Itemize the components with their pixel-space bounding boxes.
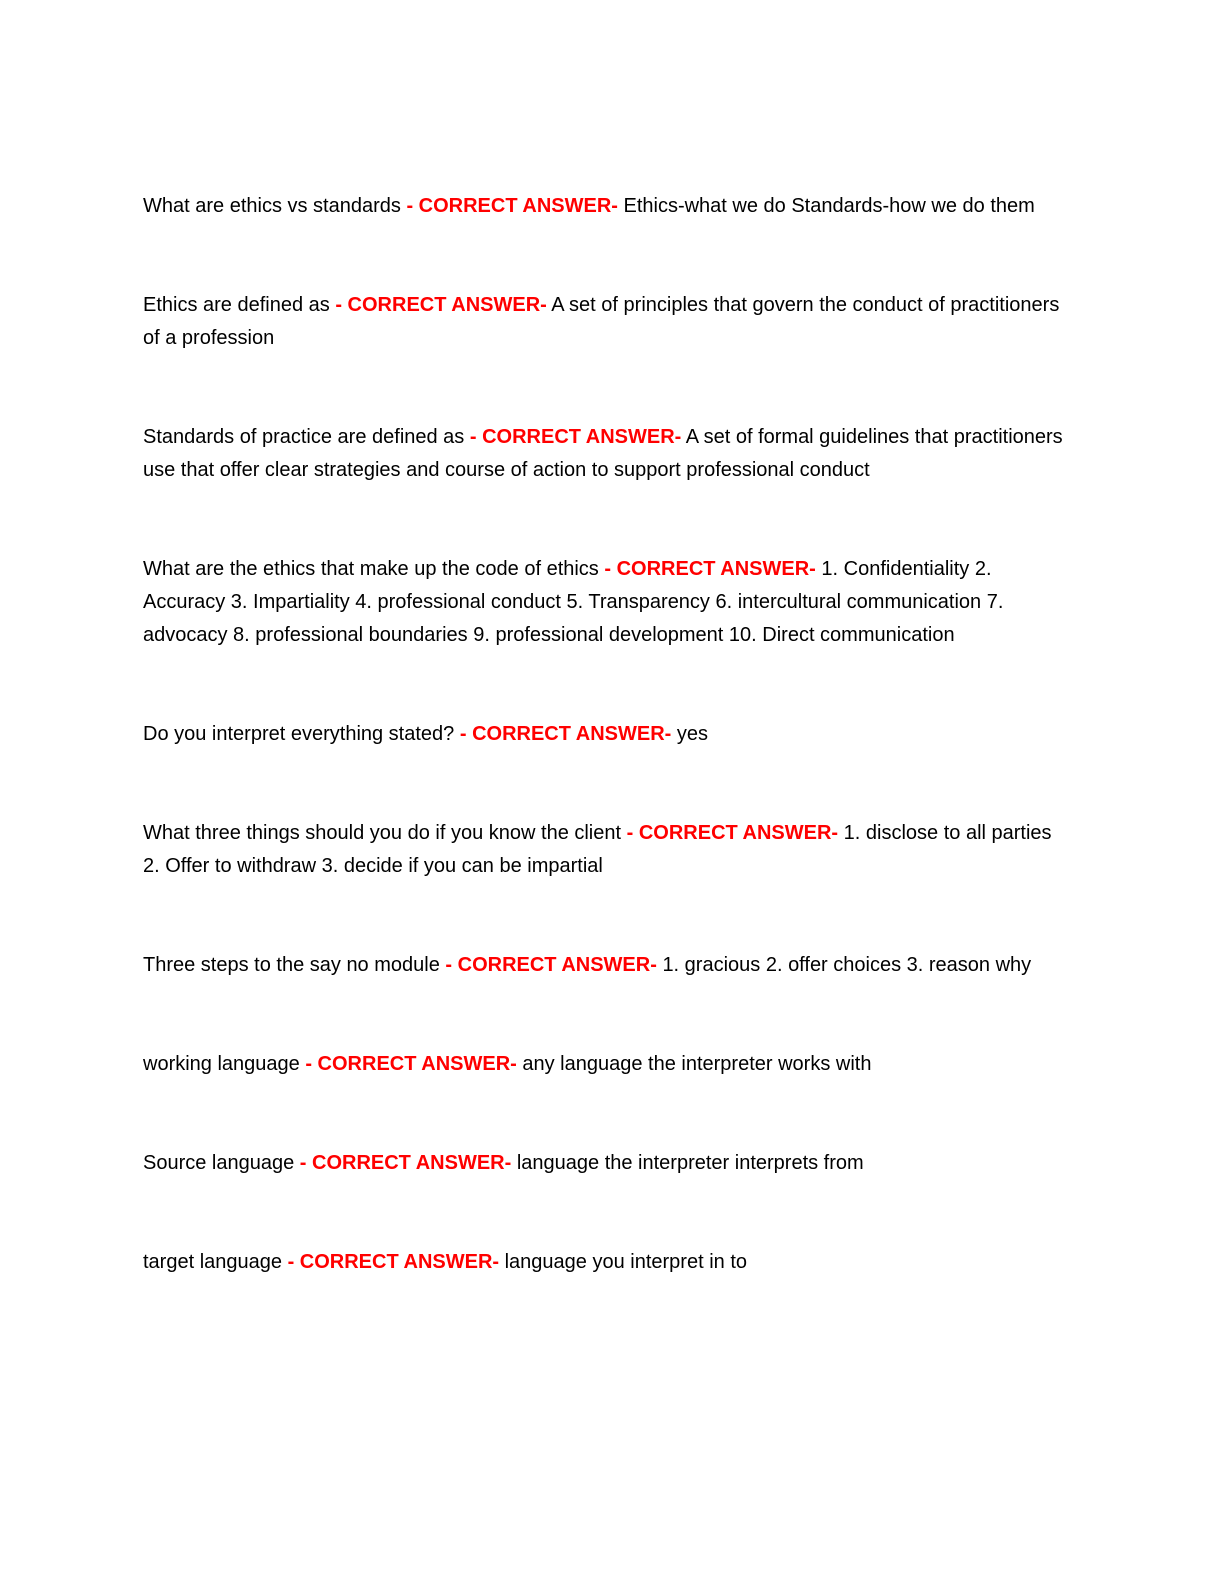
question-text: What three things should you do if you know the client xyxy=(143,822,622,844)
question-text: Do you interpret everything stated? xyxy=(143,723,455,745)
question-text: Three steps to the say no module xyxy=(143,954,440,976)
correct-answer-marker: - CORRECT ANSWER- xyxy=(299,1152,512,1174)
answer-text: yes xyxy=(676,723,709,745)
correct-answer-marker: - CORRECT ANSWER- xyxy=(335,294,547,316)
qa-item-9 xyxy=(143,1147,1073,1180)
answer-text: Ethics-what we do Standards-how we do them xyxy=(623,195,1035,217)
answer-text: 1. Confidentiality 2. Accuracy 3. Impartiality 4. professional conduct 5. Transparency 6. intercultural communication 7. advocacy 8. professional boundaries 9. professional development 10. Direct communication xyxy=(143,558,1004,646)
question-text: Source language xyxy=(143,1152,295,1174)
qa-item-5 xyxy=(143,718,1073,751)
qa-item-2 xyxy=(143,289,1073,355)
correct-answer-marker: - CORRECT ANSWER- xyxy=(626,822,839,844)
correct-answer-marker: - CORRECT ANSWER- xyxy=(604,558,816,580)
question-text: Standards of practice are defined as xyxy=(143,426,465,448)
correct-answer-marker: - CORRECT ANSWER- xyxy=(445,954,657,976)
answer-text: A set of principles that govern the conduct of practitioners of a profession xyxy=(143,294,1060,349)
answer-text: language the interpreter interprets from xyxy=(516,1152,864,1174)
question-text: Ethics are defined as xyxy=(143,294,330,316)
qa-item-3 xyxy=(143,421,1073,487)
correct-answer-marker: - CORRECT ANSWER- xyxy=(459,723,672,745)
qa-item-1 xyxy=(143,190,1073,223)
question-text: What are the ethics that make up the code of ethics xyxy=(143,558,599,580)
correct-answer-marker: - CORRECT ANSWER- xyxy=(469,426,682,448)
answer-text: language you interpret in to xyxy=(504,1251,748,1273)
qa-item-7 xyxy=(143,949,1073,982)
qa-item-4 xyxy=(143,553,1073,652)
correct-answer-marker: - CORRECT ANSWER- xyxy=(406,195,618,217)
qa-item-8 xyxy=(143,1048,1073,1081)
answer-text: 1. gracious 2. offer choices 3. reason why xyxy=(662,954,1032,976)
qa-list xyxy=(143,190,1073,1345)
correct-answer-marker: - CORRECT ANSWER- xyxy=(305,1053,517,1075)
qa-item-10 xyxy=(143,1246,1073,1279)
correct-answer-marker: - CORRECT ANSWER- xyxy=(287,1251,500,1273)
answer-text: 1. disclose to all parties 2. Offer to withdraw 3. decide if you can be impartial xyxy=(143,822,1052,877)
question-text: What are ethics vs standards xyxy=(143,195,401,217)
answer-text: A set of formal guidelines that practitioners use that offer clear strategies and course of action to support professional conduct xyxy=(143,426,1063,481)
answer-text: any language the interpreter works with xyxy=(522,1053,872,1075)
qa-item-6 xyxy=(143,817,1073,883)
question-text: working language xyxy=(143,1053,300,1075)
question-text: target language xyxy=(143,1251,283,1273)
